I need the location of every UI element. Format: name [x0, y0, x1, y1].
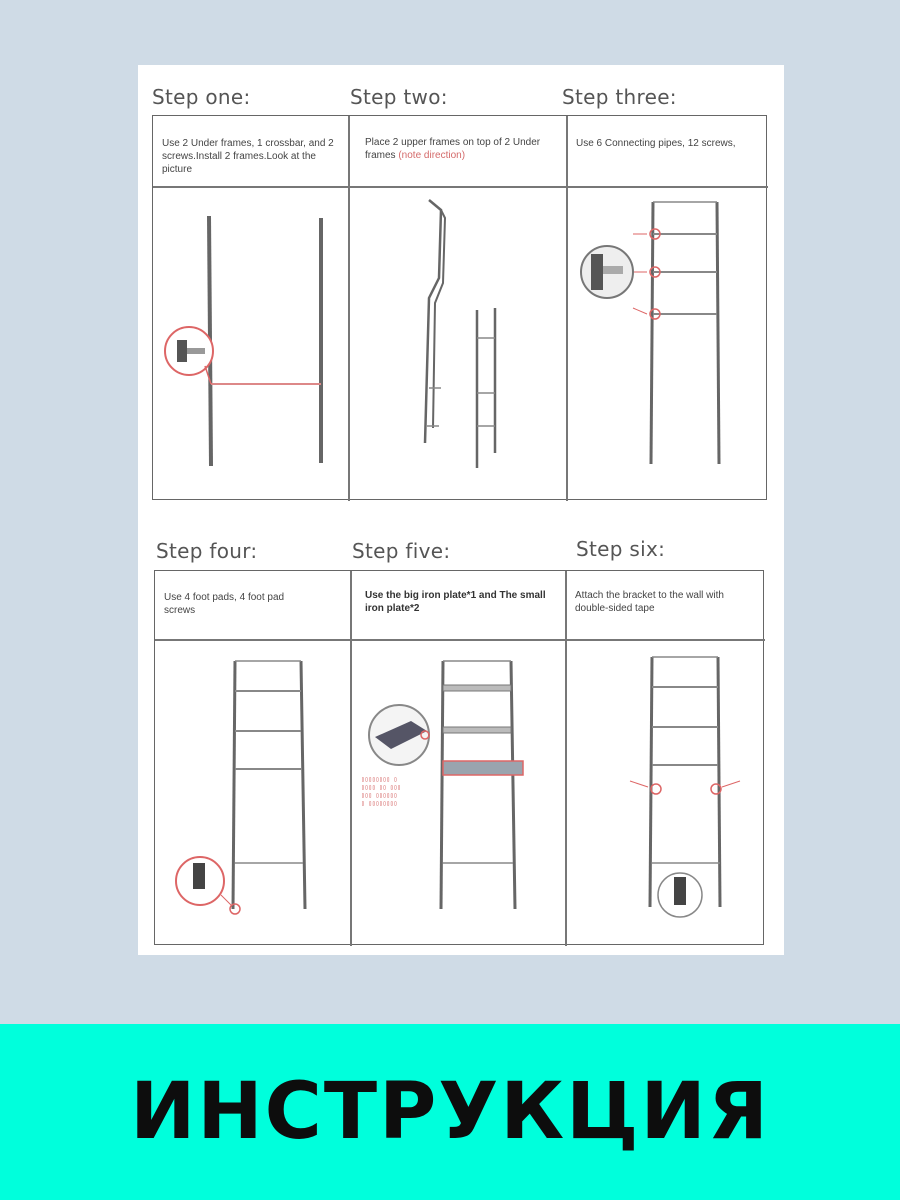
foot-pad-detail — [193, 863, 205, 889]
step-five-title: Step five: — [352, 539, 451, 563]
frame-post — [233, 661, 235, 909]
frame-post — [717, 202, 719, 464]
frame-post — [718, 657, 720, 907]
step-four-text: Use 4 foot pads, 4 foot pad screws — [164, 592, 285, 616]
pipe-detail — [603, 266, 623, 274]
pointer-line — [633, 308, 647, 314]
pipe-detail — [591, 254, 603, 290]
banner-title: ИНСТРУКЦИЯ — [130, 1067, 770, 1157]
bracket-highlight — [651, 784, 661, 794]
step-two-title: Step two: — [350, 85, 448, 109]
pointer-line — [221, 895, 231, 905]
steps-grid-bottom — [154, 570, 764, 945]
steps-grid-top — [152, 115, 767, 500]
step-one-title: Step one: — [152, 85, 251, 109]
chinese-note-block: ▯▯▯▯▯▯▯▯ ▯ ▯▯▯▯ ▯▯ ▯▯▯ ▯▯▯ ▯▯▯▯▯▯ ▯ ▯▯▯▯▯▯▯▯ — [361, 776, 401, 807]
step-one-text: Use 2 Under frames, 1 crossbar, and 2 screws.Install 2 frames.Look at the picture — [162, 138, 334, 175]
step-two-illustration — [349, 188, 566, 498]
frame-post — [651, 202, 653, 464]
foot-detail — [674, 877, 686, 905]
screw-detail — [177, 340, 187, 362]
frame-post — [301, 661, 305, 909]
step-four-title: Step four: — [156, 539, 258, 563]
highlight-circle — [230, 904, 240, 914]
screw-detail — [187, 348, 205, 354]
step-three-title: Step three: — [562, 85, 677, 109]
step-three-illustration — [567, 188, 767, 498]
instruction-sheet — [138, 65, 784, 955]
title-banner — [0, 1024, 900, 1200]
direction-note: (note direction) — [398, 150, 466, 161]
pointer-line — [630, 781, 648, 787]
frame-post — [511, 661, 515, 909]
step-five-text: Use the big iron plate*1 and The small iron plate*2 — [365, 590, 546, 614]
step-two-text: Place 2 upper frames on top of 2 Under frames (note direction) — [365, 137, 541, 161]
step-four-illustration — [155, 641, 350, 941]
pointer-line — [722, 781, 740, 787]
step-one-illustration — [153, 188, 348, 498]
step-six-text: Attach the bracket to the wall with double-sided tape — [575, 590, 724, 614]
big-iron-plate — [443, 761, 523, 775]
step-six-illustration — [566, 641, 764, 941]
step-six-title: Step six: — [576, 537, 666, 561]
small-iron-plate — [443, 685, 511, 691]
frame-post — [650, 657, 652, 907]
step-three-text: Use 6 Connecting pipes, 12 screws, — [576, 138, 736, 149]
small-iron-plate — [443, 727, 511, 733]
